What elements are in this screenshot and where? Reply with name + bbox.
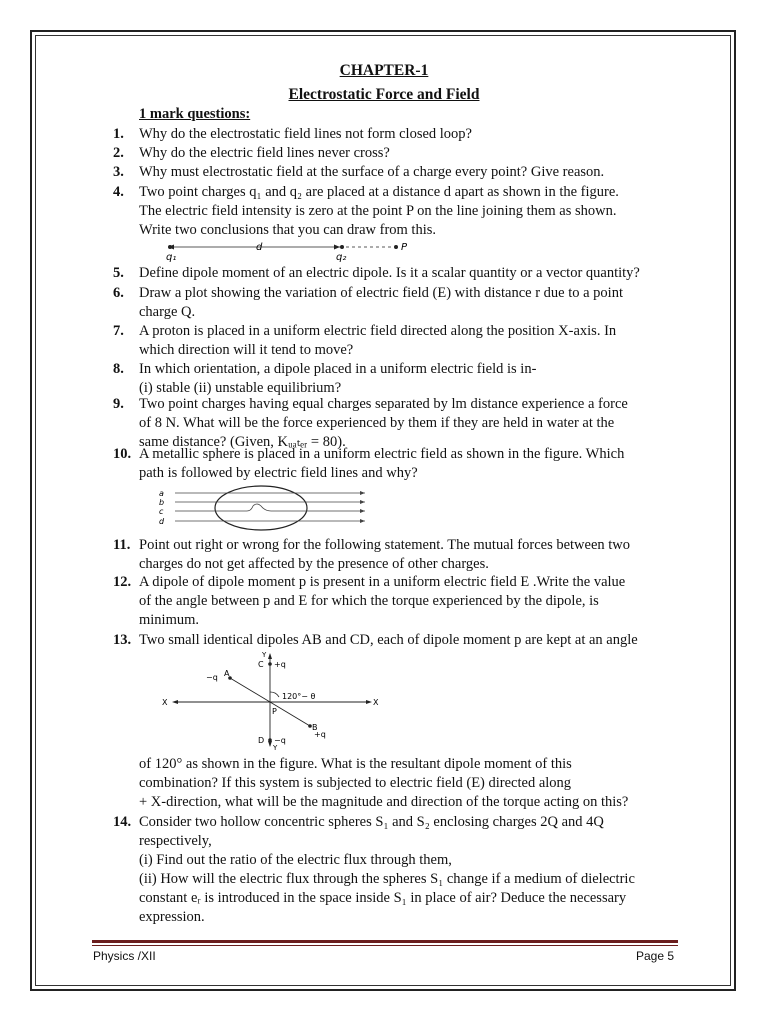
label-plus-q-b: +q	[314, 730, 326, 739]
question-3: 3. Why must electrostatic field at the surface of a charge every point? Give reason.	[113, 164, 605, 180]
question-2: 2. Why do the electric field lines never cross?	[113, 145, 390, 161]
label-q1: q₁	[166, 252, 177, 262]
question-12: 12. A dipole of dipole moment p is present in a uniform electric field E .Write the value of the angle between p and E for which the torque experienced by the dipole, is minimum.	[113, 574, 626, 628]
label-q2: q₂	[336, 252, 347, 262]
line-label-d: d	[159, 517, 165, 526]
figure-metallic-sphere	[155, 484, 370, 534]
footer-page-number: Page 5	[636, 949, 675, 963]
footer-rule-thin	[92, 945, 678, 946]
question-13-continued: of 120° as shown in the figure. What is the resultant dipole moment of this combination? If this system is subjected to electric field (E) directed along + X-direction, what will be the magnitude and direction of the torque acting on this?	[139, 756, 629, 810]
label-d: d	[256, 242, 263, 253]
question-14: 14. Consider two hollow concentric spheres S₁ and S₂ enclosing charges 2Q and 4Q respectively, (i) Find out the ratio of the electric flux through them, (ii) How will the electric flux through the spheres S₁ change if a medium of dielectric constant eᵣ is introduced in the space inside S₁ in place of air? Deduce the necessary expression.	[113, 814, 635, 925]
chapter-title: Electrostatic Force and Field	[288, 86, 480, 103]
question-10: 10. A metallic sphere is placed in a uniform electric field as shown in the figure. Which path is followed by electric field lines and why?	[113, 446, 625, 481]
label-c: C	[258, 660, 264, 669]
question-4: 4. Two point charges q₁ and q₂ are placed at a distance d apart as shown in the figure. The electric field intensity is zero at the point P on the line joining them as shown. Write two conclusions that you can draw from this.	[113, 184, 619, 238]
question-1: 1. Why do the electrostatic field lines not form closed loop?	[113, 126, 472, 142]
label-minus-q-d: −q	[274, 736, 286, 745]
line-label-c: c	[159, 507, 164, 516]
line-label-a: a	[159, 489, 164, 498]
axis-label-x-right: X	[373, 698, 379, 707]
label-p: P	[272, 707, 277, 716]
label-a: A	[224, 669, 230, 678]
label-plus-q-c: +q	[274, 660, 286, 669]
question-5: 5. Define dipole moment of an electric dipole. Is it a scalar quantity or a vector quantity?	[113, 265, 640, 281]
chapter-heading: CHAPTER-1	[339, 62, 429, 79]
question-9: 9. Two point charges having equal charges separated by lm distance experience a force of 8 N. What will be the force experienced by them if they are held in water at the same distance? (Given, Kᵤₐₜₑᵣ = 80).	[113, 396, 628, 450]
figure-dipoles	[158, 650, 418, 750]
question-6: 6. Draw a plot showing the variation of electric field (E) with distance r due to a point charge Q.	[113, 285, 623, 320]
line-label-b: b	[159, 498, 165, 507]
question-13: 13. Two small identical dipoles AB and CD, each of dipole moment p are kept at an angle	[113, 632, 638, 648]
footer-rule	[92, 940, 678, 943]
axis-label-y-bottom: Y	[273, 744, 278, 750]
axis-label-x-left: X	[162, 698, 168, 707]
label-angle: 120°− θ	[282, 692, 316, 701]
label-p: P	[401, 242, 408, 253]
footer-subject: Physics /XII	[93, 949, 156, 963]
question-11: 11. Point out right or wrong for the following statement. The mutual forces between two charges do not get affected by the presence of other charges.	[113, 537, 631, 572]
section-heading: 1 mark questions:	[139, 106, 251, 122]
label-d: D	[258, 736, 265, 745]
question-8: 8. In which orientation, a dipole placed in a uniform electric field is in- (i) stable (ii) unstable equilibrium?	[113, 361, 537, 396]
question-7: 7. A proton is placed in a uniform electric field directed along the position X-axis. In which direction will it tend to move?	[113, 323, 617, 358]
label-minus-q-a: −q	[206, 673, 218, 682]
axis-label-y-top: Y	[262, 651, 267, 659]
label-b: B	[312, 723, 318, 732]
figure-two-charges	[160, 240, 420, 262]
